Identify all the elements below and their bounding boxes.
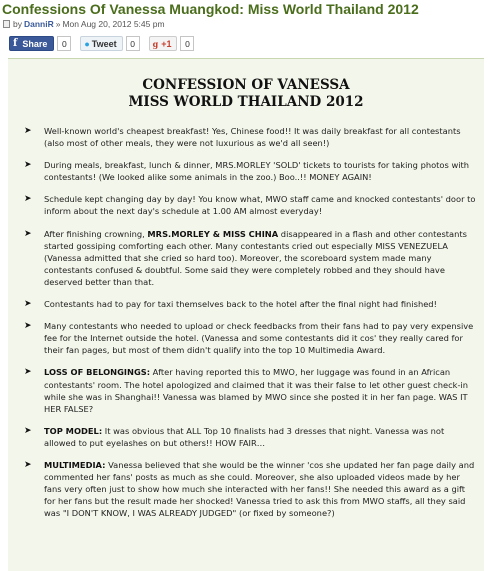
tweet-count: 0	[126, 36, 140, 51]
arrow-bullet-icon: ➤	[24, 228, 32, 239]
list-item-text: disappeared in a flash and other contestants started gossiping comforting each other. Many contestants cried out especially MISS VENEZUELA (Vanessa admitted that she cried so hard too). Moreover, the scoreboard system made many contestants confused & doubtful. Some said they were completely robbed and they should have deserved better than that.	[44, 228, 467, 287]
list-item-text: It was obvious that ALL Top 10 finalists had 3 dresses that night. Vanessa was not allowed to put eyelashes on but others!! HOW FAIR…	[44, 425, 445, 448]
google-plus-label: +1	[161, 38, 172, 49]
list-item	[24, 366, 478, 414]
google-plus-count: 0	[180, 36, 194, 51]
list-item	[24, 228, 478, 288]
arrow-bullet-icon: ➤	[24, 367, 32, 378]
list-item-text: During meals, breakfast, lunch & dinner, MRS.MORLEY 'SOLD' tickets to tourists for taking photos with contestants! (We looked alike some animals in the zoo.) Boo..!! MONEY AGAIN!	[44, 160, 470, 183]
byline-separator: »	[55, 19, 61, 29]
arrow-bullet-icon: ➤	[24, 321, 32, 332]
twitter-bird-icon: ●	[84, 38, 90, 49]
facebook-icon: f	[13, 38, 18, 49]
list-item-text: Many contestants who needed to upload or check feedbacks from their fans had to pay very expensive fee for the Internet outside the hotel. (Vanessa and some contestants did it cos' they really cared for their fan pages, but most of them didn't qualify into the top 10 Multimedia Award.	[44, 321, 474, 356]
list-item-text: Vanessa believed that she would be the winner 'cos she updated her fan page daily and commented her fans' posts as much as she could. Moreover, she also uploaded videos made by her fans very often just to show how much she interacted with her fans!! She needed this award as a gift for her fans but the result made her shocked! Vanessa tried to ask this from MWO staffs, all they said was "I DON'T KNOW, I WAS ALREADY JUDGED" (or fixed by someone?)	[44, 459, 475, 519]
list-item	[24, 125, 478, 149]
facebook-share-label: Share	[22, 38, 48, 49]
list-item	[24, 425, 478, 449]
google-plus-icon: g	[152, 38, 159, 49]
list-item-bold: MULTIMEDIA:	[44, 459, 106, 470]
arrow-bullet-icon: ➤	[24, 194, 32, 205]
byline-prefix: by	[13, 19, 22, 29]
facebook-share-count: 0	[57, 36, 71, 51]
arrow-bullet-icon: ➤	[24, 459, 32, 470]
share-bar	[9, 36, 200, 51]
confession-list	[8, 125, 484, 519]
article-heading-line2: MISS WORLD THAILAND 2012	[128, 94, 364, 110]
byline	[3, 19, 165, 29]
google-plus-button[interactable]	[149, 36, 178, 51]
tweet-button[interactable]	[80, 36, 122, 51]
list-item	[24, 159, 478, 183]
arrow-bullet-icon: ➤	[24, 160, 32, 171]
list-item-pre: After finishing crowning,	[44, 228, 148, 239]
list-item-text: Well-known world's cheapest breakfast! Yes, Chinese food!! It was daily breakfast for all contestants (also most of other meals, they were not luxurious as we'd all seen!)	[44, 126, 461, 149]
arrow-bullet-icon: ➤	[24, 425, 32, 436]
article-body	[8, 58, 484, 571]
list-item	[24, 459, 478, 519]
post-date: Mon Aug 20, 2012 5:45 pm	[62, 19, 165, 29]
facebook-share-button[interactable]	[9, 36, 54, 51]
post-title[interactable]: Confessions Of Vanessa Muangkod: Miss World Thailand 2012	[2, 1, 419, 17]
list-item-bold: MRS.MORLEY & MISS CHINA	[147, 228, 279, 239]
list-item-text: After having reported this to MWO, her luggage was found in an African contestants' room. The hotel apologized and claimed that it was their false to let other guest check-in while she was in Shanghai!! Vanessa was blamed by MWO since she posted it in her fan page. WAS IT HER FALSE?	[44, 367, 468, 414]
author-link[interactable]: DanniR	[23, 19, 54, 29]
tweet-label: Tweet	[91, 38, 117, 49]
list-item-bold: TOP MODEL:	[44, 425, 103, 436]
arrow-bullet-icon: ➤	[24, 126, 32, 136]
list-item	[24, 298, 478, 310]
post-icon	[3, 20, 10, 28]
list-item	[24, 193, 478, 217]
list-item-text: Contestants had to pay for taxi themselves back to the hotel after the final night had finished!	[44, 299, 437, 310]
arrow-bullet-icon: ➤	[24, 299, 32, 310]
list-item	[24, 320, 478, 356]
article-heading-line1: CONFESSION OF VANESSA	[142, 77, 350, 93]
list-item-bold: LOSS OF BELONGINGS:	[44, 367, 151, 378]
list-item-text: Schedule kept changing day by day! You know what, MWO staff came and knocked contestants' door to inform about the next day's schedule at 1.00 AM almost everyday!	[44, 194, 476, 217]
